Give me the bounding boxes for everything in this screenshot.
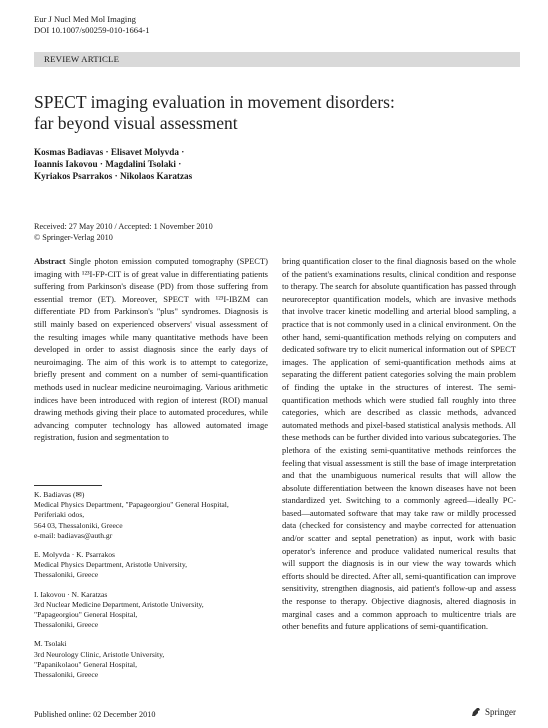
affiliation-email[interactable]: e-mail: badiavas@auth.gr — [34, 530, 113, 540]
affiliation-line: "Papanikolaou" General Hospital, — [34, 659, 137, 669]
affiliation-block — [34, 639, 268, 680]
affiliation-line: Medical Physics Department, Aristotle University, — [34, 560, 188, 570]
doi: DOI 10.1007/s00259-010-1664-1 — [34, 25, 150, 35]
affiliation-line: I. Iakovou · N. Karatzas — [34, 589, 108, 599]
received-accepted: Received: 27 May 2010 / Accepted: 1 November 2010 — [34, 222, 213, 231]
author-line: Ioannis Iakovou · Magdalini Tsolaki · — [34, 159, 182, 170]
affiliation-line: 3rd Neurology Clinic, Aristotle University, — [34, 649, 165, 659]
publisher-name: Springer — [485, 707, 516, 717]
affiliation-line: E. Molyvda · K. Psarrakos — [34, 550, 115, 560]
abstract-text-left: Single photon emission computed tomography (SPECT) imaging with ¹²³I-FP-CIT is of great value in differentiating patients suffering from Parkinson's disease (PD) from those suffering from essential tremor (ET). Moreover, SPECT with ¹²³I-IBZM can differentiate PD from Parkinson's "plus" syndromes. Diagnosis is still mainly based on experienced observers' visual assessment of the resulting images while many quantitative methods have been developed in order to assist diagnosis since the early days of neuroimaging. The aim of this work is to attempt to categorize, briefly present and comment on a number of semi-quantification methods used in nuclear medicine neuroimaging. Various arithmetic indices have been introduced with region of interest (ROI) manual drawing methods giving their place to automated procedures, while advancing computer technology has allowed automated image registration, fusion and segmentation to — [34, 256, 269, 443]
affiliation-line: "Papageorgiou" General Hospital, — [34, 610, 138, 620]
publisher-logo — [470, 706, 516, 718]
affiliation-line: Thessaloniki, Greece — [34, 620, 99, 630]
affiliation-line: K. Badiavas (✉) — [34, 490, 85, 499]
affiliations — [34, 490, 268, 689]
affiliation-block — [34, 550, 268, 581]
author-line: Kosmas Badiavas · Elisavet Molyvda · — [34, 147, 185, 157]
abstract-text-right: bring quantification closer to the final diagnosis based on the whole of the patient's examinations results, clinical condition and response to therapy. The search for absolute quantification has passed through neuroreceptor quantification models, which are invasive methods that involve tracer kinetic modelling and arterial blood sampling, a practice that is not commonly used in a clinical environment. On the other hand, semi-quantification methods relying on computers and dedicated software try to elicit numerical information out of SPECT images. The application of semi-quantification methods aims at separating the different patient categories solving the main problem of finding the uptake in the structures of interest. The semi-quantification methods which were studied fall roughly into three categories, which are described as classic methods, advanced automated methods and pixel-based statistical analysis methods. All these methods can be further divided into various subcategories. The plethora of the existing semi-quantitative methods reinforces the feeling that visual assessment is still the base of image interpretation and that the unambiguous numerical results that will allow the absolute differentiation between the known diseases have not been standardized yet. Switching to a commonly agreed—ideally PC-based—automated software that may take raw or mildly processed data (checked for consistency and maybe corrected for attenuation and/or scatter and septal penetration) as input, work with basic operator's inference and produce validated numerical results that will support the diagnosis is in our view the way towards which efforts should be directed. After all, semi-quantification can improve sensitivity, strengthen diagnosis, aid patient's follow-up and assess the response to therapy. Objective diagnosis, altered diagnosis in marginal cases and a common approach to multicentre trials are other benefits and future applications of semi-quantification. — [282, 256, 516, 632]
springer-horse-icon — [470, 706, 482, 718]
affiliation-line: 3rd Nuclear Medicine Department, Aristotle University, — [34, 599, 204, 609]
author-line: Kyriakos Psarrakos · Nikolaos Karatzas — [34, 171, 193, 182]
affiliation-block — [34, 490, 268, 541]
affiliation-line: Thessaloniki, Greece — [34, 670, 99, 680]
article-title — [34, 92, 514, 134]
author-list — [34, 146, 334, 183]
affiliation-line: M. Tsolaki — [34, 639, 67, 649]
affiliation-line: Medical Physics Department, "Papageorgiou" General Hospital, — [34, 500, 229, 510]
affiliation-line: Thessaloniki, Greece — [34, 570, 99, 580]
journal-name: Eur J Nucl Med Mol Imaging — [34, 14, 136, 24]
affiliation-line: 564 03, Thessaloniki, Greece — [34, 520, 123, 530]
section-label: REVIEW ARTICLE — [34, 52, 520, 67]
title-line: far beyond visual assessment — [34, 113, 238, 133]
abstract-column-right — [282, 255, 516, 633]
copyright: © Springer-Verlag 2010 — [34, 232, 113, 242]
affiliation-line: Periferiaki odos, — [34, 510, 85, 520]
title-line: SPECT imaging evaluation in movement disorders: — [34, 92, 395, 112]
abstract-column-left — [34, 255, 268, 444]
published-date: Published online: 02 December 2010 — [34, 710, 156, 719]
affiliation-block — [34, 590, 268, 631]
abstract-label: Abstract — [34, 256, 66, 266]
footnote-divider — [34, 485, 102, 486]
running-header — [34, 14, 150, 36]
article-dates — [34, 222, 213, 243]
